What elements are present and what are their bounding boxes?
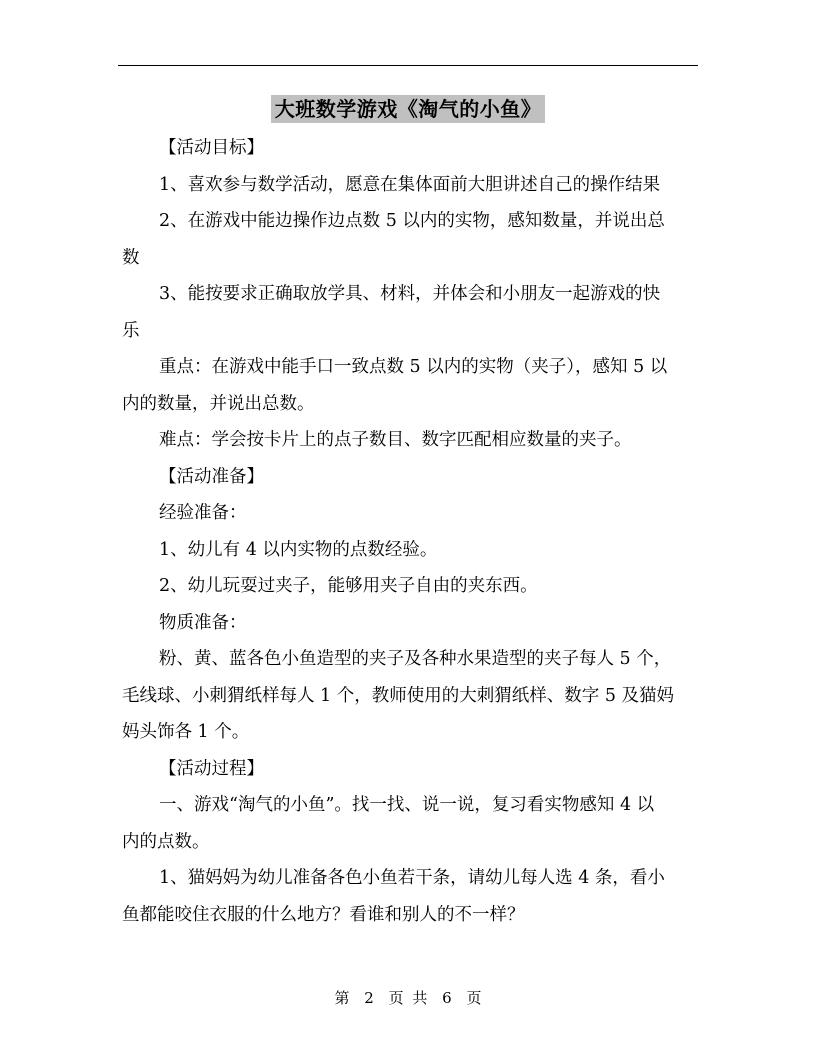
text-line: 经验准备： [159, 503, 247, 523]
text-line: 粉、黄、蓝各色小鱼造型的夹子及各种水果造型的夹子每人 5 个， [159, 649, 672, 669]
text-line: 难点：学会按卡片上的点子数目、数字匹配相应数量的夹子。 [159, 430, 632, 450]
text-line: 【活动目标】 [159, 138, 264, 158]
text-line: 重点：在游戏中能手口一致点数 5 以内的实物（夹子），感知 5 以 [159, 357, 668, 377]
text-line: 2、幼儿玩耍过夹子，能够用夹子自由的夹东西。 [159, 576, 538, 596]
footer-prefix: 第 [334, 989, 350, 1007]
text-line: 乐 [122, 320, 140, 341]
text-line: 毛线球、小刺猬纸样每人 1 个，教师使用的大刺猬纸样、数字 5 及猫妈 [122, 685, 675, 706]
text-line: 【活动准备】 [159, 466, 264, 487]
footer-page-number: 2 [364, 989, 374, 1007]
footer-middle: 页 共 [388, 989, 428, 1007]
document-title: 大班数学游戏《淘气的小鱼》 [271, 95, 546, 123]
text-line: 1、喜欢参与数学活动，愿意在集体面前大胆讲述自己的操作结果 [159, 174, 661, 195]
page-footer [0, 987, 816, 1009]
text-line: 内的数量，并说出总数。 [122, 393, 315, 414]
text-line: 物质准备： [159, 612, 247, 633]
footer-total-pages: 6 [442, 989, 452, 1007]
text-line: 1、猫妈妈为幼儿准备各色小鱼若干条，请幼儿每人选 4 条，看小 [159, 868, 665, 888]
text-line: 数 [122, 247, 140, 268]
footer-suffix: 页 [466, 989, 482, 1007]
text-line: 鱼都能咬住衣服的什么地方？看谁和别人的不一样？ [122, 904, 525, 925]
text-line: 内的点数。 [122, 831, 210, 852]
document-body [122, 130, 698, 933]
text-line: 妈头饰各 1 个。 [122, 722, 250, 742]
title-container [0, 95, 816, 123]
text-line: 一、游戏“淘气的小鱼”。找一找、说一说，复习看实物感知 4 以 [159, 795, 655, 815]
header-rule [118, 65, 698, 66]
text-line: 3、能按要求正确取放学具、材料，并体会和小朋友一起游戏的快 [159, 284, 661, 304]
text-line: 2、在游戏中能边操作边点数 5 以内的实物，感知数量，并说出总 [159, 211, 665, 231]
text-line: 1、幼儿有 4 以内实物的点数经验。 [159, 539, 438, 560]
text-line: 【活动过程】 [159, 758, 264, 779]
